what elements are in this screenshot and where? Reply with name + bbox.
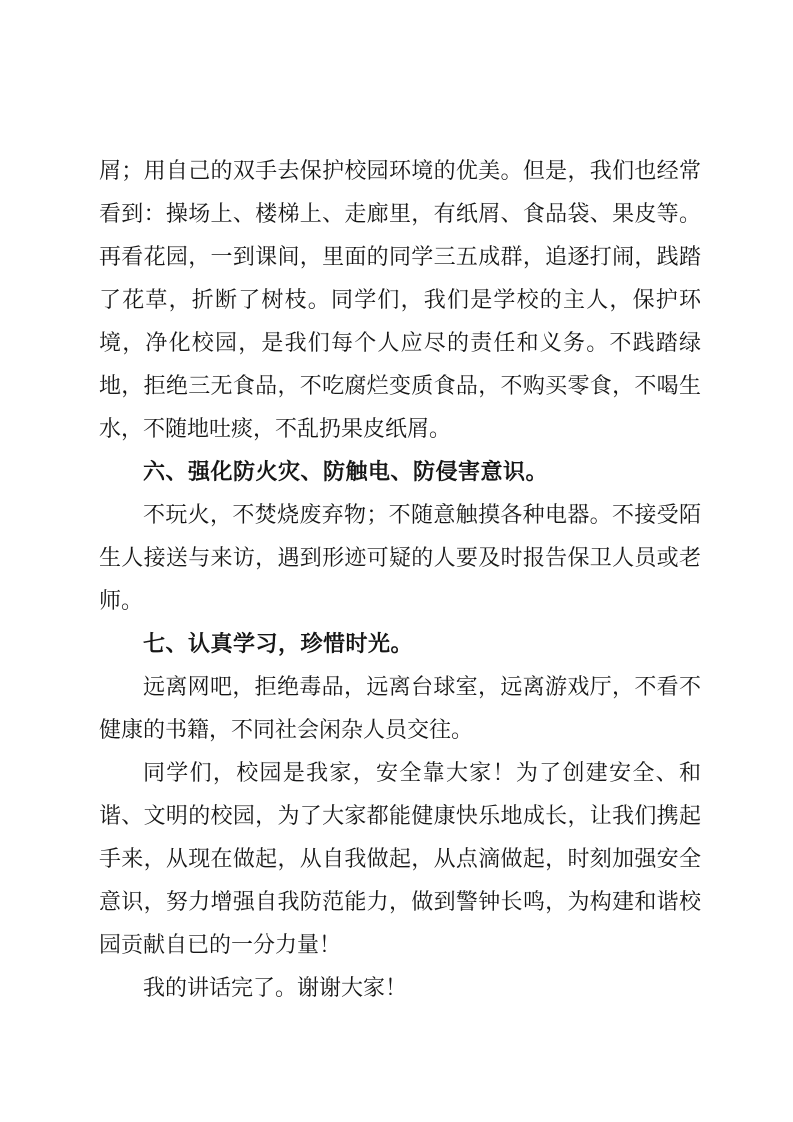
paragraph: 同学们，校园是我家，安全靠大家！为了创建安全、和谐、文明的校园，为了大家都能健康快乐地成长，让我们携起手来，从现在做起，从自我做起，从点滴做起，时刻加强安全意识，努力增强自我防范能力，做到警钟长鸣，为构建和谐校园贡献自已的一分力量！ [99,760,701,957]
paragraph: 远离网吧，拒绝毒品，远离台球室，远离游戏厅，不看不健康的书籍，不同社会闲杂人员交往。 [99,674,701,742]
paragraph: 屑；用自己的双手去保护校园环境的优美。但是，我们也经常看到：操场上、楼梯上、走廊里，有纸屑、食品袋、果皮等。再看花园，一到课间，里面的同学三五成群，追逐打闹，践踏了花草，折断了树枝。同学们，我们是学校的主人，保护环境，净化校园，是我们每个人应尽的责任和义务。不践踏绿地，拒绝三无食品，不吃腐烂变质食品，不购买零食，不喝生水，不随地吐痰，不乱扔果皮纸屑。 [99,158,701,441]
section-heading: 六、强化防火灾、防触电、防侵害意识。 [143,459,549,484]
paragraph: 我的讲话完了。谢谢大家！ [143,975,408,1000]
section-heading: 七、认真学习，珍惜时光。 [143,631,414,656]
document-content [99,149,701,1009]
paragraph: 不玩火，不焚烧废弃物；不随意触摸各种电器。不接受陌生人接送与来访，遇到形迹可疑的人要及时报告保卫人员或老师。 [99,502,701,613]
